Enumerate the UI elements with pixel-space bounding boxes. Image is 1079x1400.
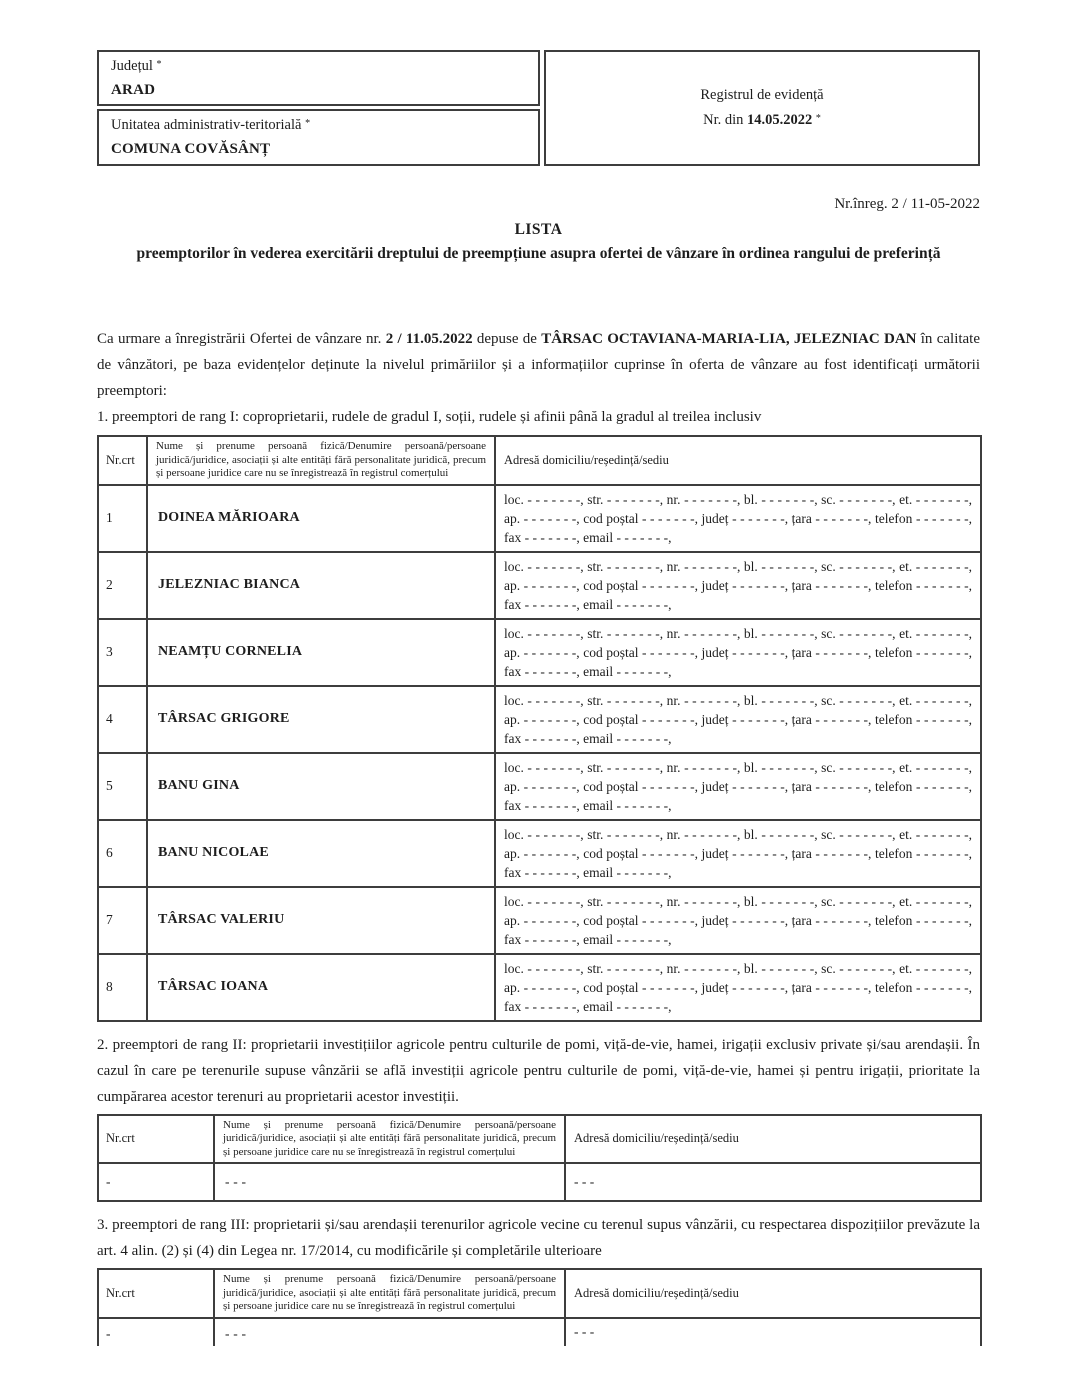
address-cell <box>495 485 981 552</box>
table-row <box>98 887 981 954</box>
preemptor-name-cell: TÂRSAC GRIGORE <box>147 686 495 753</box>
preemptor-name-cell: NEAMȚU CORNELIA <box>147 619 495 686</box>
intro-text: Ca urmare a înregistrării Ofertei de vânzare nr. <box>97 331 386 347</box>
preemptor-name-cell: BANU GINA <box>147 753 495 820</box>
rank3-table <box>97 1268 982 1346</box>
address-line: loc. - - - - - - -, str. - - - - - - -, nr. - - - - - - -, bl. - - - - - - -, sc. - - - - - - -, et. - - - - - - -, <box>504 692 972 708</box>
address-cell: - - - <box>565 1163 981 1201</box>
address-line: fax - - - - - - -, email - - - - - - -, <box>504 797 672 813</box>
address-line: fax - - - - - - -, email - - - - - - -, <box>504 596 672 612</box>
address-cell <box>495 887 981 954</box>
rank2-table <box>97 1114 982 1203</box>
rank1-heading: 1. preemptori de rang I: coproprietarii, rudele de gradul I, soții, rudele și afinii până la gradul al treilea inclusiv <box>97 409 762 425</box>
uat-box <box>97 109 540 166</box>
page-subtitle: preemptorilor în vederea exercitării dreptului de preempțiune asupra ofertei de vânzare în ordinea rangului de preferință <box>136 245 941 262</box>
registry-title: Registrul de evidență <box>700 87 824 103</box>
sellers-names: TÂRSAC OCTAVIANA-MARIA-LIA, JELEZNIAC DAN <box>541 331 917 347</box>
table-header-row <box>98 1269 981 1318</box>
address-line: fax - - - - - - -, email - - - - - - -, <box>504 998 672 1014</box>
address-line: ap. - - - - - - -, cod poștal - - - - - - -, județ - - - - - - -, țara - - - - - - -, telefon - - - - - - -, <box>504 778 972 794</box>
rank3-heading: 3. preemptori de rang III: proprietarii și/sau arendașii terenurilor agricole vecine cu terenul supus vânzării, cu respectarea dispozițiilor prevăzute la art. 4 alin. (2) și (4) din Legea nr. 17/2014, cu modificările și completările ulterioare <box>97 1217 980 1259</box>
column-header-nr: Nr.crt <box>98 436 147 485</box>
table-row <box>98 1318 981 1346</box>
address-line: loc. - - - - - - -, str. - - - - - - -, nr. - - - - - - -, bl. - - - - - - -, sc. - - - - - - -, et. - - - - - - -, <box>504 491 972 507</box>
address-cell <box>495 954 981 1021</box>
row-number-cell: 7 <box>98 887 147 954</box>
address-line: fax - - - - - - -, email - - - - - - -, <box>504 864 672 880</box>
column-header-name: Nume și prenume persoană fizică/Denumire persoană/persoane juridică/juridice, asociații și alte entități fără personalitate juridică, precum și persoane juridice care nu se înregistrează în registrul comerțului <box>147 436 495 485</box>
registry-number-line <box>703 108 821 133</box>
offer-number: 2 / 11.05.2022 <box>385 331 473 347</box>
required-asterisk: * <box>156 59 162 70</box>
column-header-nr: Nr.crt <box>98 1115 214 1164</box>
table-row <box>98 485 981 552</box>
county-label <box>111 55 526 78</box>
address-line: loc. - - - - - - -, str. - - - - - - -, nr. - - - - - - -, bl. - - - - - - -, sc. - - - - - - -, et. - - - - - - -, <box>504 625 972 641</box>
column-header-name: Nume și prenume persoană fizică/Denumire persoană/persoane juridică/juridice, asociații și alte entități fără personalitate juridică, precum și persoane juridice care nu se înregistrează în registrul comerțului <box>214 1269 565 1318</box>
uat-label <box>111 114 526 137</box>
preemptor-name-cell: - - - <box>214 1163 565 1201</box>
county-value: ARAD <box>111 82 156 98</box>
uat-value: COMUNA COVĂSÂNȚ <box>111 141 271 157</box>
row-number-cell: 5 <box>98 753 147 820</box>
address-line: ap. - - - - - - -, cod poștal - - - - - - -, județ - - - - - - -, țara - - - - - - -, telefon - - - - - - -, <box>504 711 972 727</box>
preemptor-name-cell: TÂRSAC IOANA <box>147 954 495 1021</box>
preemptor-name-cell: - - - <box>214 1318 565 1346</box>
address-line: loc. - - - - - - -, str. - - - - - - -, nr. - - - - - - -, bl. - - - - - - -, sc. - - - - - - -, et. - - - - - - -, <box>504 759 972 775</box>
row-number-cell: 6 <box>98 820 147 887</box>
column-header-address: Adresă domiciliu/reședință/sediu <box>565 1269 981 1318</box>
preemptor-name-cell: BANU NICOLAE <box>147 820 495 887</box>
registry-prefix: Nr. din <box>703 112 748 128</box>
rank1-table <box>97 435 982 1022</box>
table-row <box>98 954 981 1021</box>
column-header-address: Adresă domiciliu/reședință/sediu <box>565 1115 981 1164</box>
intro-text: în calitate de vânzători, pe baza evidențelor deținute la nivelul primăriilor și a informațiilor cuprinse în oferta de vânzare au fost identificați următorii preemptori: <box>97 331 981 399</box>
page-title: LISTA <box>514 221 563 238</box>
address-line: loc. - - - - - - -, str. - - - - - - -, nr. - - - - - - -, bl. - - - - - - -, sc. - - - - - - -, et. - - - - - - -, <box>504 826 972 842</box>
table-row <box>98 552 981 619</box>
address-line: ap. - - - - - - -, cod poștal - - - - - - -, județ - - - - - - -, țara - - - - - - -, telefon - - - - - - -, <box>504 577 972 593</box>
document-content <box>97 0 980 1346</box>
address-cell: - - - <box>565 1318 981 1346</box>
header-left-column <box>97 50 540 166</box>
address-line: ap. - - - - - - -, cod poștal - - - - - - -, județ - - - - - - -, țara - - - - - - -, telefon - - - - - - -, <box>504 912 972 928</box>
required-asterisk: * <box>305 118 311 129</box>
address-line: ap. - - - - - - -, cod poștal - - - - - - -, județ - - - - - - -, țara - - - - - - -, telefon - - - - - - -, <box>504 510 972 526</box>
row-number-cell: 4 <box>98 686 147 753</box>
preemptor-name-cell: DOINEA MĂRIOARA <box>147 485 495 552</box>
row-number-cell: 8 <box>98 954 147 1021</box>
address-cell <box>495 753 981 820</box>
required-asterisk: * <box>815 113 821 124</box>
table-header-row <box>98 1115 981 1164</box>
address-line: loc. - - - - - - -, str. - - - - - - -, nr. - - - - - - -, bl. - - - - - - -, sc. - - - - - - -, et. - - - - - - -, <box>504 893 972 909</box>
row-number-cell: 1 <box>98 485 147 552</box>
address-line: fax - - - - - - -, email - - - - - - -, <box>504 529 672 545</box>
row-number-cell: 3 <box>98 619 147 686</box>
address-line: ap. - - - - - - -, cod poștal - - - - - - -, județ - - - - - - -, țara - - - - - - -, telefon - - - - - - -, <box>504 845 972 861</box>
registry-box <box>544 50 980 166</box>
uat-label-text: Unitatea administrativ-teritorială <box>111 117 302 133</box>
address-cell <box>495 619 981 686</box>
table-row <box>98 753 981 820</box>
registration-number: Nr.înreg. 2 / 11-05-2022 <box>834 196 980 212</box>
table-header-row <box>98 436 981 485</box>
address-line: ap. - - - - - - -, cod poștal - - - - - - -, județ - - - - - - -, țara - - - - - - -, telefon - - - - - - -, <box>504 979 972 995</box>
table-row <box>98 686 981 753</box>
address-line: fax - - - - - - -, email - - - - - - -, <box>504 931 672 947</box>
address-cell <box>495 552 981 619</box>
column-header-name: Nume și prenume persoană fizică/Denumire persoană/persoane juridică/juridice, asociații și alte entități fără personalitate juridică, precum și persoane juridice care nu se înregistrează în registrul comerțului <box>214 1115 565 1164</box>
county-box <box>97 50 540 106</box>
header-boxes <box>97 50 980 166</box>
address-line: fax - - - - - - -, email - - - - - - -, <box>504 663 672 679</box>
intro-text: depuse de <box>472 331 542 347</box>
row-number-cell: - <box>98 1163 214 1201</box>
address-line: loc. - - - - - - -, str. - - - - - - -, nr. - - - - - - -, bl. - - - - - - -, sc. - - - - - - -, et. - - - - - - -, <box>504 960 972 976</box>
table-row <box>98 619 981 686</box>
preemptor-name-cell: JELEZNIAC BIANCA <box>147 552 495 619</box>
table-row <box>98 820 981 887</box>
address-line: ap. - - - - - - -, cod poștal - - - - - - -, județ - - - - - - -, țara - - - - - - -, telefon - - - - - - -, <box>504 644 972 660</box>
column-header-nr: Nr.crt <box>98 1269 214 1318</box>
table-row <box>98 1163 981 1201</box>
address-cell <box>495 820 981 887</box>
row-number-cell: - <box>98 1318 214 1346</box>
address-line: loc. - - - - - - -, str. - - - - - - -, nr. - - - - - - -, bl. - - - - - - -, sc. - - - - - - -, et. - - - - - - -, <box>504 558 972 574</box>
intro-paragraph <box>97 326 980 404</box>
preemptor-name-cell: TÂRSAC VALERIU <box>147 887 495 954</box>
address-cell <box>495 686 981 753</box>
column-header-address: Adresă domiciliu/reședință/sediu <box>495 436 981 485</box>
county-label-text: Județul <box>111 58 153 74</box>
registry-date: 14.05.2022 <box>747 112 813 128</box>
row-number-cell: 2 <box>98 552 147 619</box>
address-line: fax - - - - - - -, email - - - - - - -, <box>504 730 672 746</box>
rank2-heading: 2. preemptori de rang II: proprietarii investițiilor agricole pentru culturile de pomi, viță-de-vie, hamei, irigații exclusiv private și/sau arendașii. În cazul în care pe terenurile supuse vânzării se află investiții agricole pentru culturile de pomi, viță-de-vie, hamei și pentru irigații, prioritate la cumpărarea acestor terenuri au proprietarii acestor investiții. <box>97 1036 980 1105</box>
